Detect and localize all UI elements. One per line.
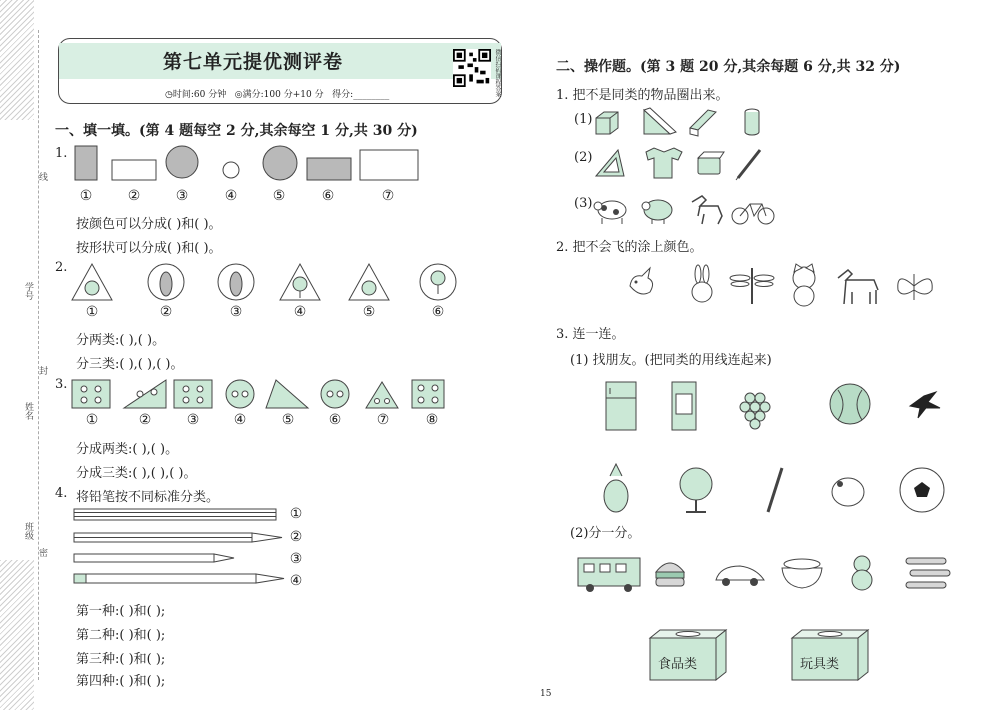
q3-label-7: ⑦ — [376, 412, 390, 428]
qr-caption: 微信扫码课程答案 — [494, 49, 501, 97]
row3-animals — [594, 192, 784, 228]
q1-label-6: ⑥ — [321, 188, 335, 204]
q4-number: 4. — [55, 486, 68, 501]
row2-objects — [594, 146, 784, 182]
page-title: 第七单元提优测评卷 — [162, 51, 343, 73]
q4-pencils — [72, 506, 292, 586]
section2-heading: 二、操作题。(第 3 题 20 分,其余每题 6 分,共 32 分) — [556, 59, 901, 75]
q1-number: 1. — [55, 146, 68, 161]
q1-label-1: ① — [79, 188, 93, 204]
q3-number: 3. — [55, 377, 68, 392]
q1-label-5: ⑤ — [272, 188, 286, 204]
s2-row1-label: (1) — [574, 112, 593, 127]
score-text: ◎满分:100 分+10 分 — [234, 90, 324, 100]
mark-text: 得分:________ — [332, 90, 390, 100]
q1-shapes — [70, 144, 430, 188]
q3-figures — [70, 376, 460, 412]
q4-row-2: 第二种:( )和( ); — [76, 628, 166, 643]
q1-label-7: ⑦ — [381, 188, 395, 204]
q2-label-6: ⑥ — [431, 304, 445, 320]
q4-row-1: 第一种:( )和( ); — [76, 604, 166, 619]
q2-line-three: 分三类:( ),( ),( )。 — [76, 357, 184, 372]
q2-creatures — [626, 264, 946, 310]
s2-q3-prompt: 3. 连一连。 — [556, 327, 625, 342]
page-number: 15 — [540, 689, 552, 699]
margin-label-seal: 封 — [37, 366, 47, 375]
q4-prompt: 将铅笔按不同标准分类。 — [76, 490, 220, 505]
q1-label-4: ④ — [224, 188, 238, 204]
q2-label-4: ④ — [293, 304, 307, 320]
s2-q3-sub1: (1) 找朋友。(把同类的用线连起来) — [570, 353, 772, 368]
s2-q2-prompt: 2. 把不会飞的涂上颜色。 — [556, 240, 703, 255]
q4-row-4: 第四种:( )和( ); — [76, 674, 166, 689]
q1-label-2: ② — [127, 188, 141, 204]
pencil-label-4: ④ — [289, 573, 303, 589]
title-box — [58, 38, 502, 104]
q2-number: 2. — [55, 260, 68, 275]
time-text: ◷时间:60 分钟 — [165, 90, 227, 100]
margin-label-name: 姓名 — [23, 402, 33, 420]
q3-line-two: 分成两类:( ),( )。 — [76, 442, 179, 457]
q3-label-1: ① — [85, 412, 99, 428]
q3-label-6: ⑥ — [328, 412, 342, 428]
section1-heading: 一、填一填。(第 4 题每空 2 分,其余每空 1 分,共 30 分) — [55, 123, 418, 139]
food-box-label: 食品类 — [658, 657, 698, 672]
match-bottom-row — [600, 464, 960, 516]
margin-label-id: 学号 — [23, 282, 33, 300]
q2-label-2: ② — [159, 304, 173, 320]
sort-items — [576, 550, 956, 594]
margin-hatch-bottom — [0, 560, 34, 710]
q3-line-three: 分成三类:( ),( ),( )。 — [76, 466, 197, 481]
pencil-label-1: ① — [289, 506, 303, 522]
binding-line — [38, 30, 39, 680]
q3-label-4: ④ — [233, 412, 247, 428]
q1-line-shape: 按形状可以分成( )和( )。 — [76, 241, 222, 256]
q2-line-two: 分两类:( ),( )。 — [76, 333, 166, 348]
q3-label-5: ⑤ — [281, 412, 295, 428]
q1-label-3: ③ — [175, 188, 189, 204]
q3-label-8: ⑧ — [425, 412, 439, 428]
s2-q1-prompt: 1. 把不是同类的物品圈出来。 — [556, 88, 729, 103]
q1-line-color: 按颜色可以分成( )和( )。 — [76, 217, 222, 232]
q2-label-1: ① — [85, 304, 99, 320]
qr-code[interactable] — [453, 49, 491, 87]
margin-label-secret: 密 — [37, 548, 47, 557]
pencil-label-3: ③ — [289, 551, 303, 567]
exam-info — [165, 87, 389, 100]
q2-label-3: ③ — [229, 304, 243, 320]
margin-label-line: 线 — [37, 172, 47, 181]
s2-row2-label: (2) — [574, 150, 593, 165]
pencil-label-2: ② — [289, 529, 303, 545]
toy-box-label: 玩具类 — [800, 657, 840, 672]
q3-label-2: ② — [138, 412, 152, 428]
row1-solids — [594, 106, 784, 138]
q2-figures — [70, 260, 470, 306]
q4-row-3: 第三种:( )和( ); — [76, 652, 166, 667]
s2-row3-label: (3) — [574, 196, 593, 211]
q2-label-5: ⑤ — [362, 304, 376, 320]
match-top-row — [600, 380, 960, 434]
q3-label-3: ③ — [186, 412, 200, 428]
margin-label-class: 班级 — [23, 522, 33, 540]
margin-hatch-top — [0, 0, 34, 120]
s2-q3-sub2: (2)分一分。 — [570, 526, 641, 541]
